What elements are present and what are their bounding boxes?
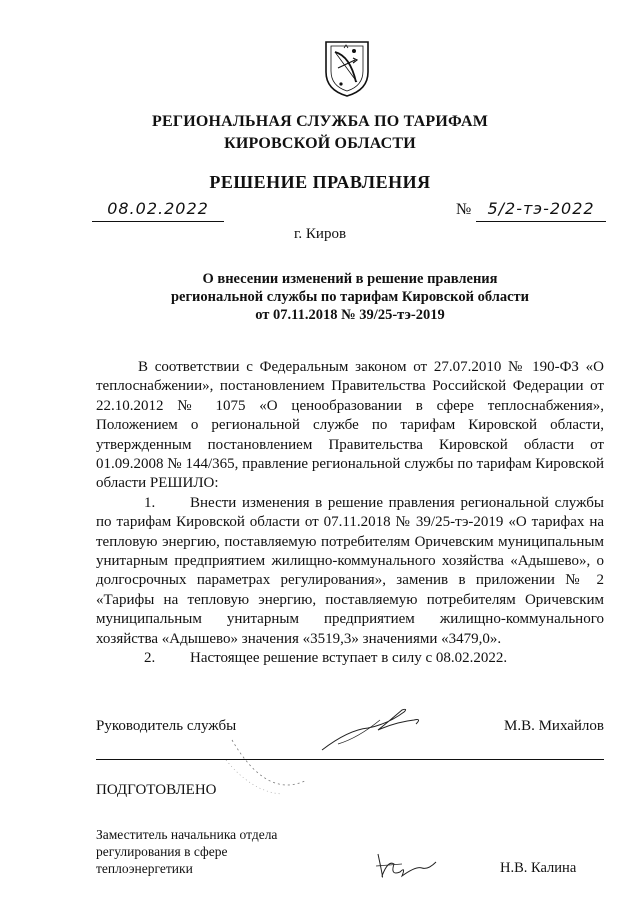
item-number: 2. <box>144 650 156 667</box>
signer-name: М.В. Михайлов <box>503 718 604 734</box>
list-item <box>96 649 604 668</box>
coat-of-arms-icon <box>322 38 372 100</box>
official-stamp-icon <box>222 730 312 800</box>
item-number: 1. <box>144 494 156 511</box>
item-text: Внести изменения в решение правления региональной службы по тарифам Кировской области от 07.11.2018 № 39/25-тэ-2019 «О тарифах на тепловую энергию, поставляемую потребителям Оричевским муниципальным унитарным предприятием жилищно-коммунального хозяйства «Адышево», о долгосрочных параметрах регулирования», заменив в приложении № 2 «Тарифы на тепловую энергию, поставляемую потребителям Оричевским муниципальным унитарным предприятием жилищно-коммунального хозяйства «Адышево» значения «3519,3» значениями «3479,0». <box>96 494 604 647</box>
city: г. Киров <box>293 226 347 242</box>
prepared-label: ПОДГОТОВЛЕНО <box>96 782 217 798</box>
decision-number-field <box>456 199 606 221</box>
org-name-line1: РЕГИОНАЛЬНАЯ СЛУЖБА ПО ТАРИФАМ <box>151 113 489 130</box>
decision-number: 5/2-тэ-2022 <box>476 199 606 222</box>
decision-body <box>96 358 604 669</box>
preamble-paragraph: В соответствии с Федеральным законом от 27.07.2010 № 190-ФЗ «О теплоснабжении», постановлением Правительства Российской Федерации от 22.10.2012 № 1075 «О ценообразовании в сфере теплоснабжения», Положением о региональной службе по тарифам Кировской области, утвержденным постановлением Правительства Кировской области от 01.09.2008 № 144/365, правление региональной службы по тарифам Кировской области РЕШИЛО: <box>96 359 604 492</box>
list-item <box>96 494 604 649</box>
subject-line2: региональной службы по тарифам Кировской области <box>170 289 530 305</box>
divider <box>96 759 604 760</box>
document-type-title: РЕШЕНИЕ ПРАВЛЕНИЯ <box>209 172 431 192</box>
item-text: Настоящее решение вступает в силу с 08.02.2022. <box>190 650 508 667</box>
preparer-signature-icon <box>372 846 442 886</box>
signature-scribble-icon <box>318 700 428 760</box>
org-name-line2: КИРОВСКОЙ ОБЛАСТИ <box>224 135 416 152</box>
preparer-name: Н.В. Калина <box>500 860 577 876</box>
decision-subject <box>140 270 560 324</box>
preparer-position: Заместитель начальника отдела регулирования в сфере теплоэнергетики <box>96 827 278 876</box>
signer-position: Руководитель службы <box>96 718 237 734</box>
number-sign: № <box>456 201 472 218</box>
decision-date: 08.02.2022 <box>92 199 224 222</box>
subject-line3: от 07.11.2018 № 39/25-тэ-2019 <box>255 307 445 323</box>
subject-line1: О внесении изменений в решение правления <box>202 271 498 287</box>
